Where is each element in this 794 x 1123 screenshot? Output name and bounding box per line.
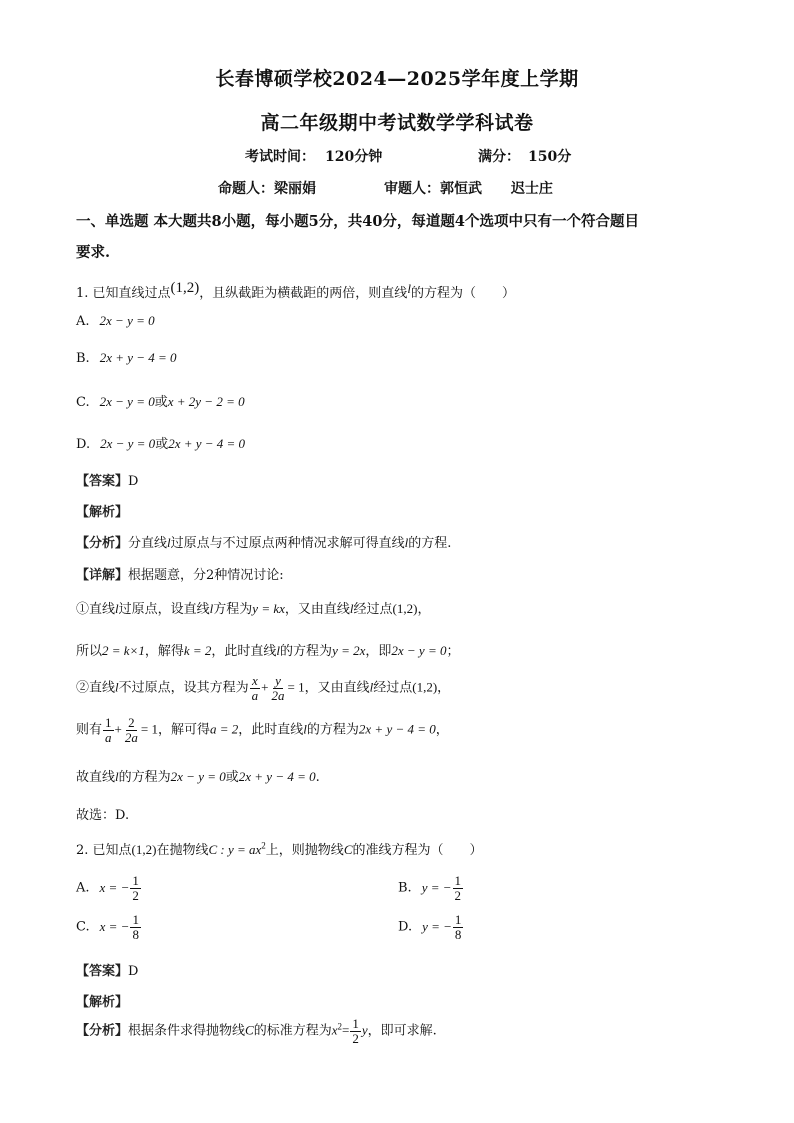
text-fragment: 2 <box>261 840 266 851</box>
text-fragment: 所以 <box>76 644 103 659</box>
text-fragment: ，即 <box>365 644 392 659</box>
text-fragment: ，解可得 <box>157 722 210 738</box>
q1-case2-cont <box>76 716 449 744</box>
text-fragment: 【分析】 <box>76 1023 129 1039</box>
text-fragment: 过原点与不过原点两种情况求解可得直线 <box>170 536 405 551</box>
text-fragment: 过原点，设直线 <box>118 602 210 617</box>
text-fragment: 1 <box>454 873 462 888</box>
text-fragment: 2 <box>337 1021 342 1032</box>
text-fragment: 2. 已知点 <box>76 843 132 858</box>
text-fragment: 郭恒武 <box>440 181 482 197</box>
text-fragment: D <box>128 474 139 489</box>
text-fragment: 的方程. <box>408 536 452 551</box>
text-fragment: ； <box>446 644 460 659</box>
q1-option-c <box>76 391 245 410</box>
text-fragment: ，解得 <box>144 644 184 659</box>
text-fragment: 根据条件求得抛物线 <box>128 1023 246 1039</box>
text-fragment: 2 <box>352 1030 359 1046</box>
q1-option-d <box>76 433 245 452</box>
text-fragment: ，又由直线 <box>304 680 370 696</box>
text-fragment: D. <box>398 919 413 935</box>
text-fragment: D. <box>76 437 91 452</box>
text-fragment: 1. 已知直线过点 <box>76 286 171 301</box>
fraction <box>453 913 464 941</box>
text-fragment: 1 <box>132 912 139 927</box>
text-fragment: 上，则抛物线 <box>265 843 344 858</box>
exam-time <box>245 146 382 166</box>
text-fragment: 2x + y − 4 = 0 <box>99 350 177 365</box>
text-fragment: ， <box>435 722 449 738</box>
text-fragment: 2 = k×1 <box>102 643 145 658</box>
text-fragment: x <box>331 1022 338 1038</box>
text-fragment: 2x + y − 4 = 0 <box>238 769 316 784</box>
text-fragment: 1 <box>132 873 139 888</box>
text-fragment: l <box>407 281 411 296</box>
text-fragment: l <box>115 601 119 616</box>
fraction <box>130 913 141 941</box>
text-fragment: 2x + y − 4 = 0 <box>168 436 246 451</box>
text-fragment: 或 <box>155 437 169 452</box>
text-fragment: 审题人： <box>384 181 440 197</box>
author <box>218 178 316 198</box>
text-fragment: 在抛物线 <box>156 843 209 858</box>
q2-fenxi <box>76 1017 437 1045</box>
q2-option-d <box>398 913 464 941</box>
text-fragment: (1,2) <box>392 601 418 616</box>
text-fragment: 的准线方程为（ ） <box>352 843 483 858</box>
text-fragment: + <box>114 721 122 737</box>
text-fragment: B. <box>76 351 90 366</box>
text-fragment: (1,2) <box>131 842 157 857</box>
text-fragment: (1,2) <box>170 280 200 296</box>
text-fragment: 的方程为（ ） <box>410 286 515 301</box>
text-fragment: l <box>167 535 171 550</box>
text-fragment: 150分 <box>528 149 572 165</box>
q1-analysis-tag: 【解析】 <box>76 505 129 520</box>
text-fragment: x = − <box>99 918 130 934</box>
text-fragment: 8 <box>454 926 462 942</box>
text-fragment: l <box>349 601 354 616</box>
text-fragment: 120分钟 <box>325 149 383 165</box>
full-score <box>478 146 571 166</box>
text-fragment: l <box>404 535 409 550</box>
q2-option-c <box>76 913 142 941</box>
q1-conclusion <box>76 766 320 785</box>
text-fragment: x + 2y − 2 = 0 <box>167 394 245 409</box>
text-fragment: 经过点 <box>353 602 393 617</box>
text-fragment: C : y = ax <box>208 842 262 857</box>
text-fragment: 根据题意，分2种情况讨论: <box>128 568 284 583</box>
text-fragment: ， <box>417 602 431 617</box>
reviewer <box>384 178 553 198</box>
text-fragment: 2 <box>454 887 462 903</box>
text-fragment: l <box>303 721 307 737</box>
text-fragment: 或 <box>225 770 239 785</box>
text-fragment: 8 <box>132 926 139 942</box>
fraction <box>350 1017 361 1045</box>
text-fragment: 故直线 <box>76 770 116 785</box>
fraction <box>250 674 261 702</box>
text-fragment: 2x − y = 0 <box>100 436 156 451</box>
text-fragment: 经过点 <box>373 680 413 696</box>
text-fragment: ， <box>437 680 451 696</box>
text-fragment: C. <box>76 395 90 410</box>
text-fragment: ，此时直线 <box>211 644 277 659</box>
text-fragment: (1,2) <box>412 679 438 695</box>
text-fragment: 2x − y = 0 <box>99 394 155 409</box>
fraction <box>270 674 287 702</box>
text-fragment: 【详解】 <box>76 568 129 583</box>
text-fragment: 的标准方程为 <box>253 1023 332 1039</box>
text-fragment: 1 <box>352 1016 359 1031</box>
fraction <box>453 874 464 902</box>
text-fragment: 或 <box>154 395 168 410</box>
text-fragment: y <box>275 673 281 688</box>
fraction <box>123 716 140 744</box>
text-fragment: = <box>342 1022 350 1038</box>
text-fragment: a <box>251 687 259 703</box>
text-fragment: 不过原点，设其方程为 <box>118 680 249 696</box>
text-fragment: ①直线 <box>76 602 116 617</box>
text-fragment: l <box>115 679 119 695</box>
text-fragment: 考试时间： <box>245 149 315 165</box>
text-fragment: 则有 <box>76 722 103 738</box>
q1-case2 <box>76 674 450 702</box>
text-fragment: x = − <box>99 879 130 895</box>
text-fragment: y <box>361 1022 368 1038</box>
text-fragment: 1 <box>105 715 112 730</box>
q1-option-b <box>76 350 177 366</box>
q1-fenxi <box>76 532 451 551</box>
text-fragment: 2 <box>132 887 139 903</box>
text-fragment: 【答案】 <box>76 964 129 979</box>
text-fragment: 2a <box>124 729 138 745</box>
text-fragment: ，即可求解. <box>367 1023 437 1039</box>
text-fragment: B. <box>398 880 412 896</box>
text-fragment: l <box>115 769 119 784</box>
q1-detail <box>76 564 284 583</box>
text-fragment: 【答案】 <box>76 474 129 489</box>
fraction <box>130 874 141 902</box>
q1-choose: 故选：D. <box>76 808 130 823</box>
text-fragment: l <box>369 679 374 695</box>
text-fragment: 梁丽娟 <box>274 181 316 197</box>
q1-stem <box>76 282 515 302</box>
text-fragment: ②直线 <box>76 680 116 696</box>
text-fragment: 2x − y = 0 <box>99 313 155 328</box>
text-fragment: C. <box>76 919 90 935</box>
section-heading: 一、单选题 本大题共8小题，每小题5分，共40分，每道题4个选项中只有一个符合题目 <box>76 213 639 230</box>
text-fragment: ，此时直线 <box>238 722 304 738</box>
text-fragment: C <box>245 1022 254 1038</box>
text-fragment: D <box>128 964 139 979</box>
text-fragment: 2a <box>271 687 285 703</box>
text-fragment: C <box>343 842 353 857</box>
text-fragment: 分直线 <box>128 536 168 551</box>
q2-option-b <box>398 874 464 902</box>
q1-case1 <box>76 598 430 617</box>
q1-answer <box>76 470 138 489</box>
text-fragment: a <box>105 729 112 745</box>
text-fragment: y = kx <box>252 601 285 616</box>
text-fragment: A. <box>76 314 90 329</box>
text-fragment: ，且纵截距为横截距的两倍，则直线 <box>199 286 408 301</box>
section-heading-cont: 要求. <box>76 244 111 261</box>
text-fragment: + <box>261 679 269 695</box>
text-fragment: y = − <box>422 918 452 934</box>
text-fragment: l <box>276 643 281 658</box>
text-fragment: 2x + y − 4 = 0 <box>358 721 436 737</box>
text-fragment: 满分： <box>478 149 520 165</box>
q2-answer <box>76 960 138 979</box>
text-fragment: 命题人： <box>218 181 274 197</box>
text-fragment: x <box>252 673 258 688</box>
text-fragment: . <box>315 770 320 785</box>
document-subtitle: 高二年级期中考试数学学科试卷 <box>260 112 534 134</box>
q2-analysis-tag: 【解析】 <box>76 995 129 1010</box>
q2-option-a <box>76 874 142 902</box>
text-fragment: a = 2 <box>209 721 239 737</box>
q1-option-a <box>76 313 155 329</box>
text-fragment: 2x − y = 0 <box>391 643 447 658</box>
text-fragment: 迟士庄 <box>510 181 553 197</box>
fraction <box>103 716 114 744</box>
text-fragment: 的方程为 <box>306 722 359 738</box>
text-fragment: k = 2 <box>183 643 212 658</box>
text-fragment: y = − <box>421 879 452 895</box>
text-fragment: 【分析】 <box>76 536 129 551</box>
text-fragment: y = 2x <box>332 643 366 658</box>
text-fragment: = 1 <box>140 721 158 737</box>
text-fragment: l <box>209 601 214 616</box>
text-fragment: 2 <box>128 715 135 730</box>
text-fragment: 的方程为 <box>118 770 171 785</box>
q2-stem <box>76 839 483 858</box>
text-fragment: = 1 <box>287 679 305 695</box>
text-fragment: A. <box>76 880 90 896</box>
text-fragment: 2x − y = 0 <box>170 769 226 784</box>
text-fragment: 方程为 <box>213 602 253 617</box>
text-fragment: ，又由直线 <box>284 602 350 617</box>
text-fragment: 1 <box>454 912 462 927</box>
document-title: 长春博硕学校2024—2025学年度上学期 <box>215 68 579 90</box>
text-fragment: 的方程为 <box>280 644 333 659</box>
q1-case1-cont <box>76 640 460 659</box>
